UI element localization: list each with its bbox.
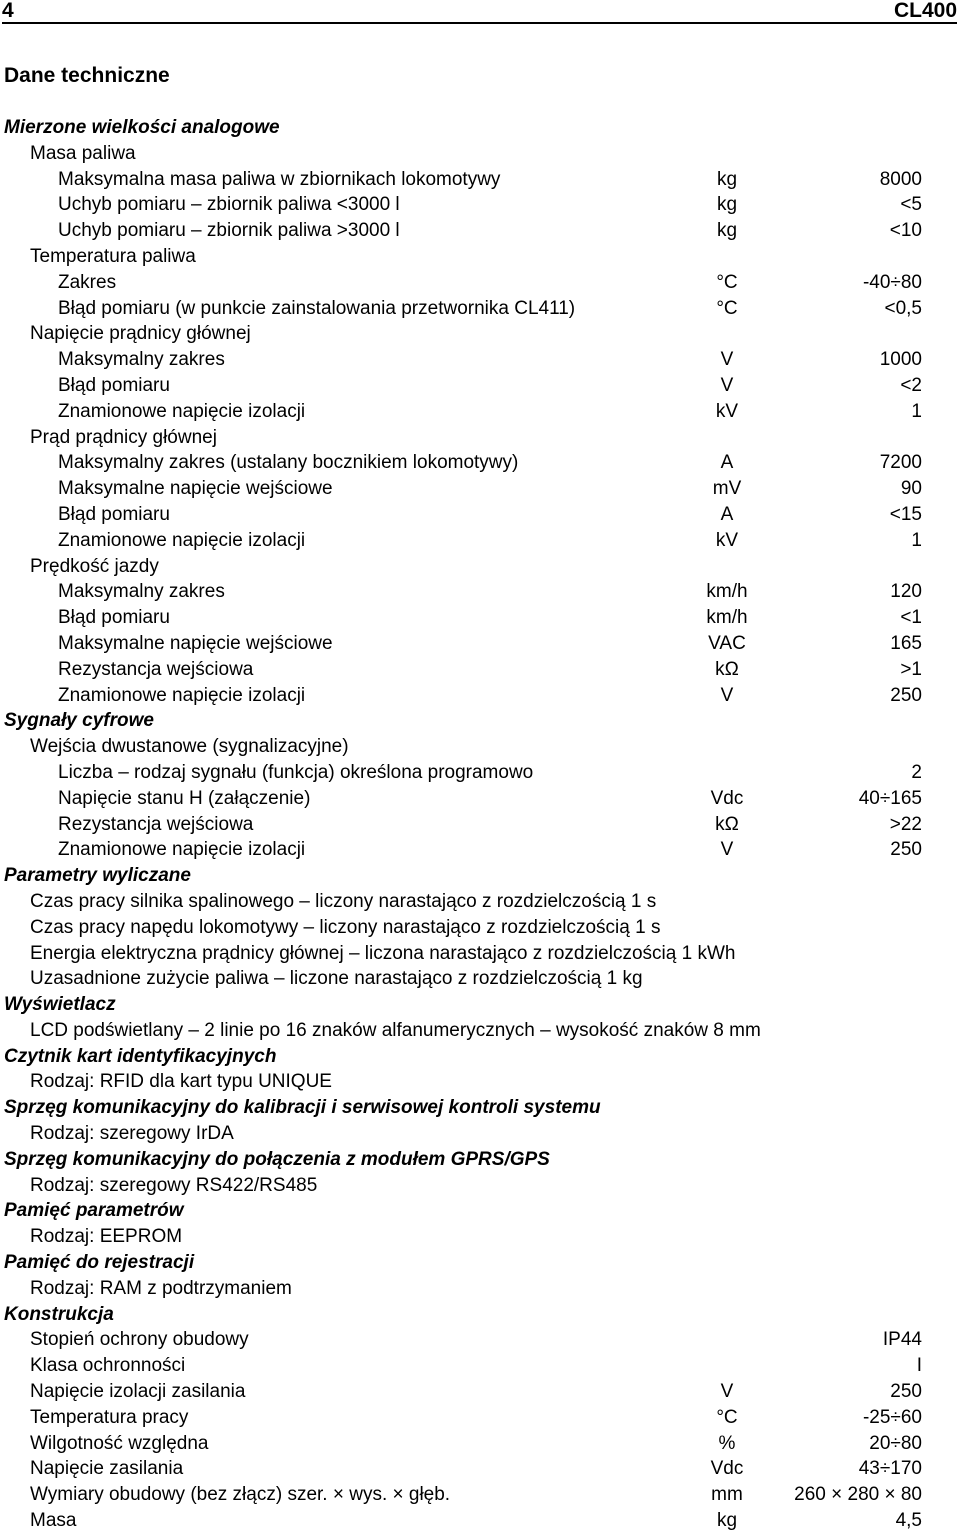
spec-label: Uzasadnione zużycie paliwa – liczone narastająco z rozdzielczością 1 kg (30, 968, 643, 990)
spec-label: Masa (30, 1510, 77, 1532)
spec-row (0, 760, 960, 786)
spec-unit: A (720, 503, 734, 525)
spec-value: 8000 (879, 168, 922, 190)
spec-label: Zakres (58, 271, 117, 293)
spec-row (0, 683, 960, 709)
section-heading (0, 1198, 960, 1224)
spec-value: <5 (900, 194, 922, 216)
spec-unit: kg (716, 194, 738, 216)
spec-label: Liczba – rodzaj sygnału (funkcja) określona programowo (58, 761, 534, 783)
spec-label: Sygnały cyfrowe (4, 710, 154, 732)
spec-label: Znamionowe napięcie izolacji (58, 684, 306, 706)
spec-value: 4,5 (895, 1510, 922, 1532)
spec-unit: Vdc (710, 787, 744, 809)
spec-label: Znamionowe napięcie izolacji (58, 529, 306, 551)
spec-row (0, 502, 960, 528)
spec-label: Maksymalny zakres (58, 581, 225, 603)
spec-label: Znamionowe napięcie izolacji (58, 839, 306, 861)
spec-row (0, 1456, 960, 1482)
section-heading (0, 1302, 960, 1328)
spec-label: Energia elektryczna prądnicy głównej – liczona narastająco z rozdzielczością 1 kWh (30, 942, 736, 964)
spec-row (0, 631, 960, 657)
spec-row (0, 966, 960, 992)
spec-row (0, 1173, 960, 1199)
spec-label: Pamięć do rejestracji (4, 1252, 195, 1274)
spec-unit: kV (715, 529, 739, 551)
spec-row (0, 1431, 960, 1457)
spec-unit: kΩ (715, 813, 739, 835)
spec-value: 20÷80 (869, 1432, 922, 1454)
section-heading (0, 1044, 960, 1070)
spec-row (0, 141, 960, 167)
page-title: Dane techniczne (4, 64, 170, 87)
spec-value: 90 (900, 478, 922, 500)
spec-value: >1 (900, 658, 922, 680)
spec-row (0, 812, 960, 838)
spec-label: LCD podświetlany – 2 linie po 16 znaków alfanumerycznych – wysokość znaków 8 mm (30, 1019, 761, 1041)
spec-label: Pamięć parametrów (4, 1200, 184, 1222)
spec-label: Wymiary obudowy (bez złącz) szer. × wys. × głęb. (30, 1484, 451, 1506)
spec-row (0, 915, 960, 941)
spec-row (0, 1121, 960, 1147)
document-title: CL400 (893, 0, 957, 22)
spec-value: I (916, 1355, 922, 1377)
spec-unit: % (718, 1432, 736, 1454)
spec-label: Napięcie prądnicy głównej (30, 323, 251, 345)
spec-row (0, 1353, 960, 1379)
spec-table (0, 115, 960, 1534)
spec-label: Rodzaj: szeregowy RS422/RS485 (30, 1174, 318, 1196)
spec-unit: kg (716, 1510, 738, 1532)
spec-label: Maksymalny zakres (58, 349, 225, 371)
spec-label: Parametry wyliczane (4, 865, 191, 887)
spec-label: Maksymalna masa paliwa w zbiornikach lokomotywy (58, 168, 501, 190)
spec-label: Czytnik kart identyfikacyjnych (4, 1045, 277, 1067)
spec-label: Napięcie zasilania (30, 1458, 184, 1480)
spec-unit: mm (711, 1484, 743, 1506)
spec-row (0, 1224, 960, 1250)
spec-row (0, 837, 960, 863)
spec-label: Rodzaj: szeregowy IrDA (30, 1123, 234, 1145)
spec-value: >22 (889, 813, 922, 835)
spec-value: -40÷80 (862, 271, 922, 293)
spec-unit: V (720, 839, 734, 861)
spec-label: Wejścia dwustanowe (sygnalizacyjne) (30, 736, 349, 758)
spec-unit: V (720, 374, 734, 396)
spec-unit: Vdc (710, 1458, 744, 1480)
spec-row (0, 1069, 960, 1095)
spec-label: Maksymalny zakres (ustalany bocznikiem lokomotywy) (58, 452, 519, 474)
spec-label: Napięcie stanu H (załączenie) (58, 787, 311, 809)
spec-unit: V (720, 349, 734, 371)
spec-row (0, 889, 960, 915)
spec-unit: °C (716, 297, 738, 319)
spec-label: Sprzęg komunikacyjny do kalibracji i serwisowej kontroli systemu (4, 1097, 601, 1119)
section-heading (0, 863, 960, 889)
spec-label: Napięcie izolacji zasilania (30, 1381, 246, 1403)
spec-value: 1 (911, 529, 922, 551)
spec-label: Wyświetlacz (4, 994, 116, 1016)
spec-row (0, 1508, 960, 1534)
spec-label: Czas pracy silnika spalinowego – liczony narastająco z rozdzielczością 1 s (30, 890, 657, 912)
spec-label: Błąd pomiaru (58, 503, 170, 525)
spec-row (0, 476, 960, 502)
spec-unit: A (720, 452, 734, 474)
spec-row (0, 1379, 960, 1405)
spec-row (0, 941, 960, 967)
spec-row (0, 347, 960, 373)
spec-row (0, 786, 960, 812)
spec-unit: mV (712, 478, 742, 500)
spec-label: Stopień ochrony obudowy (30, 1329, 249, 1351)
spec-value: <0,5 (884, 297, 922, 319)
spec-value: <2 (900, 374, 922, 396)
spec-row (0, 321, 960, 347)
spec-label: Konstrukcja (4, 1303, 114, 1325)
spec-row (0, 1327, 960, 1353)
spec-row (0, 296, 960, 322)
spec-unit: °C (716, 271, 738, 293)
spec-value: 1000 (879, 349, 922, 371)
spec-label: Prąd prądnicy głównej (30, 426, 217, 448)
spec-row (0, 192, 960, 218)
spec-label: Mierzone wielkości analogowe (4, 117, 280, 138)
spec-unit: kg (716, 220, 738, 242)
spec-value: 40÷165 (858, 787, 922, 809)
spec-row (0, 167, 960, 193)
spec-row (0, 554, 960, 580)
spec-label: Wilgotność względna (30, 1432, 209, 1454)
spec-row (0, 425, 960, 451)
spec-label: Czas pracy napędu lokomotywy – liczony narastająco z rozdzielczością 1 s (30, 916, 661, 938)
section-heading (0, 708, 960, 734)
spec-row (0, 734, 960, 760)
spec-row (0, 218, 960, 244)
spec-value: 7200 (879, 452, 922, 474)
spec-label: Temperatura paliwa (30, 245, 196, 267)
spec-label: Prędkość jazdy (30, 555, 159, 577)
spec-value: 165 (890, 632, 922, 654)
spec-row (0, 1405, 960, 1431)
spec-label: Uchyb pomiaru – zbiornik paliwa >3000 l (58, 220, 400, 242)
spec-label: Rezystancja wejściowa (58, 658, 254, 680)
page-header (2, 0, 957, 24)
spec-value: <10 (889, 220, 922, 242)
spec-value: 1 (911, 400, 922, 422)
spec-unit: km/h (706, 581, 748, 603)
spec-row (0, 1276, 960, 1302)
spec-label: Rodzaj: EEPROM (30, 1226, 183, 1248)
spec-row (0, 657, 960, 683)
spec-value: IP44 (882, 1329, 922, 1351)
spec-unit: V (720, 1381, 734, 1403)
spec-row (0, 450, 960, 476)
spec-row (0, 605, 960, 631)
spec-label: Błąd pomiaru (58, 374, 170, 396)
spec-label: Maksymalne napięcie wejściowe (58, 478, 333, 500)
spec-value: -25÷60 (862, 1406, 922, 1428)
spec-label: Maksymalne napięcie wejściowe (58, 632, 333, 654)
spec-row (0, 1482, 960, 1508)
spec-value: <15 (889, 503, 922, 525)
section-heading (0, 1095, 960, 1121)
spec-row (0, 373, 960, 399)
spec-label: Rodzaj: RAM z podtrzymaniem (30, 1277, 292, 1299)
spec-label: Rodzaj: RFID dla kart typu UNIQUE (30, 1071, 332, 1093)
spec-label: Błąd pomiaru (w punkcie zainstalowania przetwornika CL411) (58, 297, 576, 319)
spec-unit: kΩ (715, 658, 739, 680)
spec-value: 260 × 280 × 80 (794, 1484, 922, 1506)
spec-value: 120 (890, 581, 922, 603)
spec-label: Masa paliwa (30, 142, 136, 164)
spec-label: Sprzęg komunikacyjny do połączenia z modułem GPRS/GPS (4, 1148, 550, 1170)
spec-unit: kg (716, 168, 738, 190)
page-number: 4 (2, 0, 14, 22)
spec-value: 2 (911, 761, 922, 783)
section-heading (0, 1250, 960, 1276)
spec-label: Temperatura pracy (30, 1406, 189, 1428)
section-heading (0, 1147, 960, 1173)
spec-value: 250 (890, 1381, 922, 1403)
spec-row (0, 528, 960, 554)
spec-unit: VAC (708, 632, 746, 654)
spec-row (0, 270, 960, 296)
spec-value: 250 (890, 684, 922, 706)
spec-label: Klasa ochronności (30, 1355, 186, 1377)
spec-label: Znamionowe napięcie izolacji (58, 400, 306, 422)
spec-label: Uchyb pomiaru – zbiornik paliwa <3000 l (58, 194, 400, 216)
section-heading (0, 992, 960, 1018)
spec-value: 43÷170 (858, 1458, 922, 1480)
spec-label: Błąd pomiaru (58, 607, 170, 629)
spec-row (0, 579, 960, 605)
spec-unit: km/h (706, 607, 748, 629)
spec-unit: °C (716, 1406, 738, 1428)
spec-value: <1 (900, 607, 922, 629)
spec-label: Rezystancja wejściowa (58, 813, 254, 835)
section-heading (0, 115, 960, 141)
spec-value: 250 (890, 839, 922, 861)
spec-unit: V (720, 684, 734, 706)
spec-unit: kV (715, 400, 739, 422)
spec-row (0, 1018, 960, 1044)
spec-row (0, 399, 960, 425)
spec-row (0, 244, 960, 270)
